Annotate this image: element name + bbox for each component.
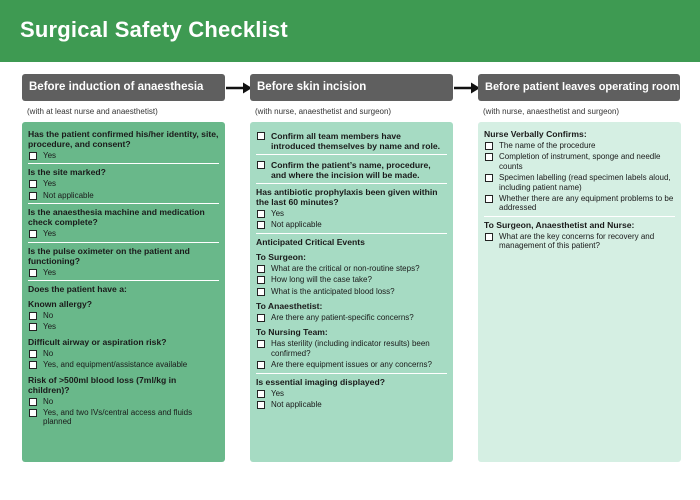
checklist-option[interactable] [28, 360, 219, 369]
checklist-option[interactable] [484, 232, 675, 251]
checkbox[interactable] [29, 230, 37, 238]
checkbox[interactable] [257, 401, 265, 409]
section-question: Has the patient confirmed his/her identity, site, procedure, and consent? [28, 129, 219, 149]
section-question: To Surgeon, Anaesthetist and Nurse: [484, 219, 635, 230]
checklist-section [256, 154, 447, 183]
checklist-option[interactable] [256, 339, 447, 358]
option-label: Confirm all team members have introduced themselves by name and role. [271, 131, 441, 151]
sub-question: Risk of >500ml blood loss (7ml/kg in children)? [28, 374, 177, 395]
sub-question: Known allergy? [28, 299, 92, 310]
section-question: Is the pulse oximeter on the patient and functioning? [28, 245, 190, 266]
option-label: Whether there are any equipment problems to be addressed [499, 194, 674, 213]
checkbox[interactable] [257, 210, 265, 218]
section-question: Is the site marked? [28, 167, 106, 178]
option-label: Yes, and two IVs/central access and fluids planned [43, 408, 193, 427]
checklist-option[interactable] [28, 311, 219, 320]
checklist-option[interactable] [28, 179, 219, 188]
column-before-incision [250, 74, 453, 462]
option-label: The name of the procedure [499, 141, 596, 150]
checklist-section [484, 216, 675, 254]
checklist-option[interactable] [484, 141, 675, 150]
option-label: Has sterility (including indicator results) been confirmed? [271, 339, 430, 358]
option-label: What are the key concerns for recovery and management of this patient? [499, 231, 655, 251]
section-question: Is essential imaging displayed? [256, 376, 385, 387]
option-label: Confirm the patient’s name, procedure, and where the incision will be made. [271, 160, 431, 180]
option-label: No [43, 348, 54, 358]
checkbox[interactable] [29, 192, 37, 200]
checklist-option[interactable] [28, 397, 219, 406]
sub-question: To Surgeon: [256, 251, 306, 262]
sub-question: Difficult airway or aspiration risk? [28, 336, 167, 347]
checkbox[interactable] [257, 276, 265, 284]
checklist-option[interactable] [256, 360, 447, 369]
checklist-option[interactable] [484, 173, 675, 192]
checklist-option[interactable] [28, 268, 219, 277]
checklist-panel [250, 122, 453, 462]
checkbox[interactable] [29, 180, 37, 188]
option-label: How long will the case take? [271, 275, 372, 285]
checklist-option[interactable] [28, 322, 219, 331]
checkbox[interactable] [29, 269, 37, 277]
checkbox[interactable] [485, 142, 493, 150]
checkbox[interactable] [29, 350, 37, 358]
section-question: Is the anaesthesia machine and medication check complete? [28, 207, 205, 228]
option-label: Yes [271, 209, 285, 218]
checklist-section [28, 126, 219, 163]
checklist-option[interactable] [28, 151, 219, 160]
option-label: Yes, and equipment/assistance available [43, 360, 188, 370]
phase-header: Before patient leaves operating room [478, 74, 680, 101]
checklist-panel [478, 122, 681, 462]
checklist-option[interactable] [484, 194, 675, 213]
sub-question: To Anaesthetist: [256, 301, 323, 312]
checklist-section [28, 163, 219, 203]
arrow-right-icon [454, 82, 480, 94]
checklist-option[interactable] [256, 275, 447, 284]
section-question: Nurse Verbally Confirms: [484, 129, 587, 139]
title-banner [0, 0, 700, 62]
checkbox[interactable] [29, 312, 37, 320]
phase-header: Before skin incision [250, 74, 453, 101]
checkbox[interactable] [257, 288, 265, 296]
checklist-section [484, 126, 675, 216]
page-title: Surgical Safety Checklist [20, 17, 288, 42]
option-label: Completion of instrument, sponge and needle counts [499, 152, 661, 171]
section-question: Does the patient have a: [28, 284, 127, 295]
checklist-option[interactable] [256, 209, 447, 218]
option-label: Not applicable [271, 220, 322, 230]
option-label: Are there equipment issues or any concerns? [271, 360, 432, 370]
option-label: Not applicable [271, 400, 322, 410]
option-label: What is the anticipated blood loss? [271, 286, 395, 296]
checkbox[interactable] [257, 265, 265, 273]
checklist-section [28, 203, 219, 241]
checklist-option[interactable] [256, 389, 447, 398]
checkbox[interactable] [29, 409, 37, 417]
checkbox[interactable] [485, 174, 493, 182]
option-label: Yes [43, 267, 57, 277]
checklist-option[interactable] [256, 131, 447, 151]
checklist-option[interactable] [28, 408, 219, 427]
checkbox[interactable] [257, 361, 265, 369]
phase-header: Before induction of anaesthesia [22, 74, 225, 101]
option-label: Not applicable [43, 190, 94, 200]
checklist-option[interactable] [28, 349, 219, 358]
checkbox[interactable] [29, 152, 37, 160]
option-label: Yes [43, 151, 57, 160]
checkbox[interactable] [257, 340, 265, 348]
checklist-option[interactable] [256, 264, 447, 273]
checkbox[interactable] [257, 390, 265, 398]
sub-question: To Nursing Team: [256, 327, 328, 338]
checklist-section [256, 233, 447, 373]
checkbox[interactable] [485, 153, 493, 161]
option-label: Yes [271, 388, 285, 398]
section-question: Has antibiotic prophylaxis been given within the last 60 minutes? [256, 187, 438, 207]
checkbox[interactable] [257, 221, 265, 229]
checkbox[interactable] [257, 314, 265, 322]
checkbox[interactable] [257, 161, 265, 169]
checklist-option[interactable] [256, 160, 447, 180]
arrow-right-icon [226, 82, 252, 94]
checkbox[interactable] [485, 195, 493, 203]
phase-participants: (with nurse, anaesthetist and surgeon) [255, 107, 392, 116]
option-label: Yes [43, 179, 57, 189]
option-label: Specimen labelling (read specimen labels aloud, including patient name) [499, 173, 671, 192]
column-before-induction [22, 74, 225, 462]
checkbox[interactable] [29, 398, 37, 406]
checkbox[interactable] [257, 132, 265, 140]
checklist-panel [22, 122, 225, 462]
option-label: Yes [43, 229, 57, 239]
checklist-section [256, 126, 447, 154]
phase-participants: (with nurse, anaesthetist and surgeon) [483, 107, 620, 116]
checklist-option[interactable] [256, 220, 447, 229]
checklist-option[interactable] [28, 229, 219, 238]
checklist-option[interactable] [256, 400, 447, 409]
checklist-section [256, 373, 447, 413]
section-question: Anticipated Critical Events [256, 236, 365, 247]
checkbox[interactable] [29, 361, 37, 369]
checklist-section [28, 242, 219, 280]
checklist-option[interactable] [28, 191, 219, 200]
option-label: Are there any patient-specific concerns? [271, 313, 414, 323]
checkbox[interactable] [485, 233, 493, 241]
checkbox[interactable] [29, 323, 37, 331]
option-label: No [43, 396, 54, 406]
option-label: Yes [43, 322, 57, 332]
column-before-leaving [478, 74, 681, 462]
option-label: What are the critical or non-routine steps? [271, 263, 420, 273]
checklist-section [256, 183, 447, 233]
phase-participants: (with at least nurse and anaesthetist) [27, 107, 158, 116]
checklist-option[interactable] [256, 287, 447, 296]
option-label: No [43, 311, 54, 321]
checklist-section [28, 280, 219, 430]
checklist-option[interactable] [256, 313, 447, 322]
checklist-option[interactable] [484, 152, 675, 171]
